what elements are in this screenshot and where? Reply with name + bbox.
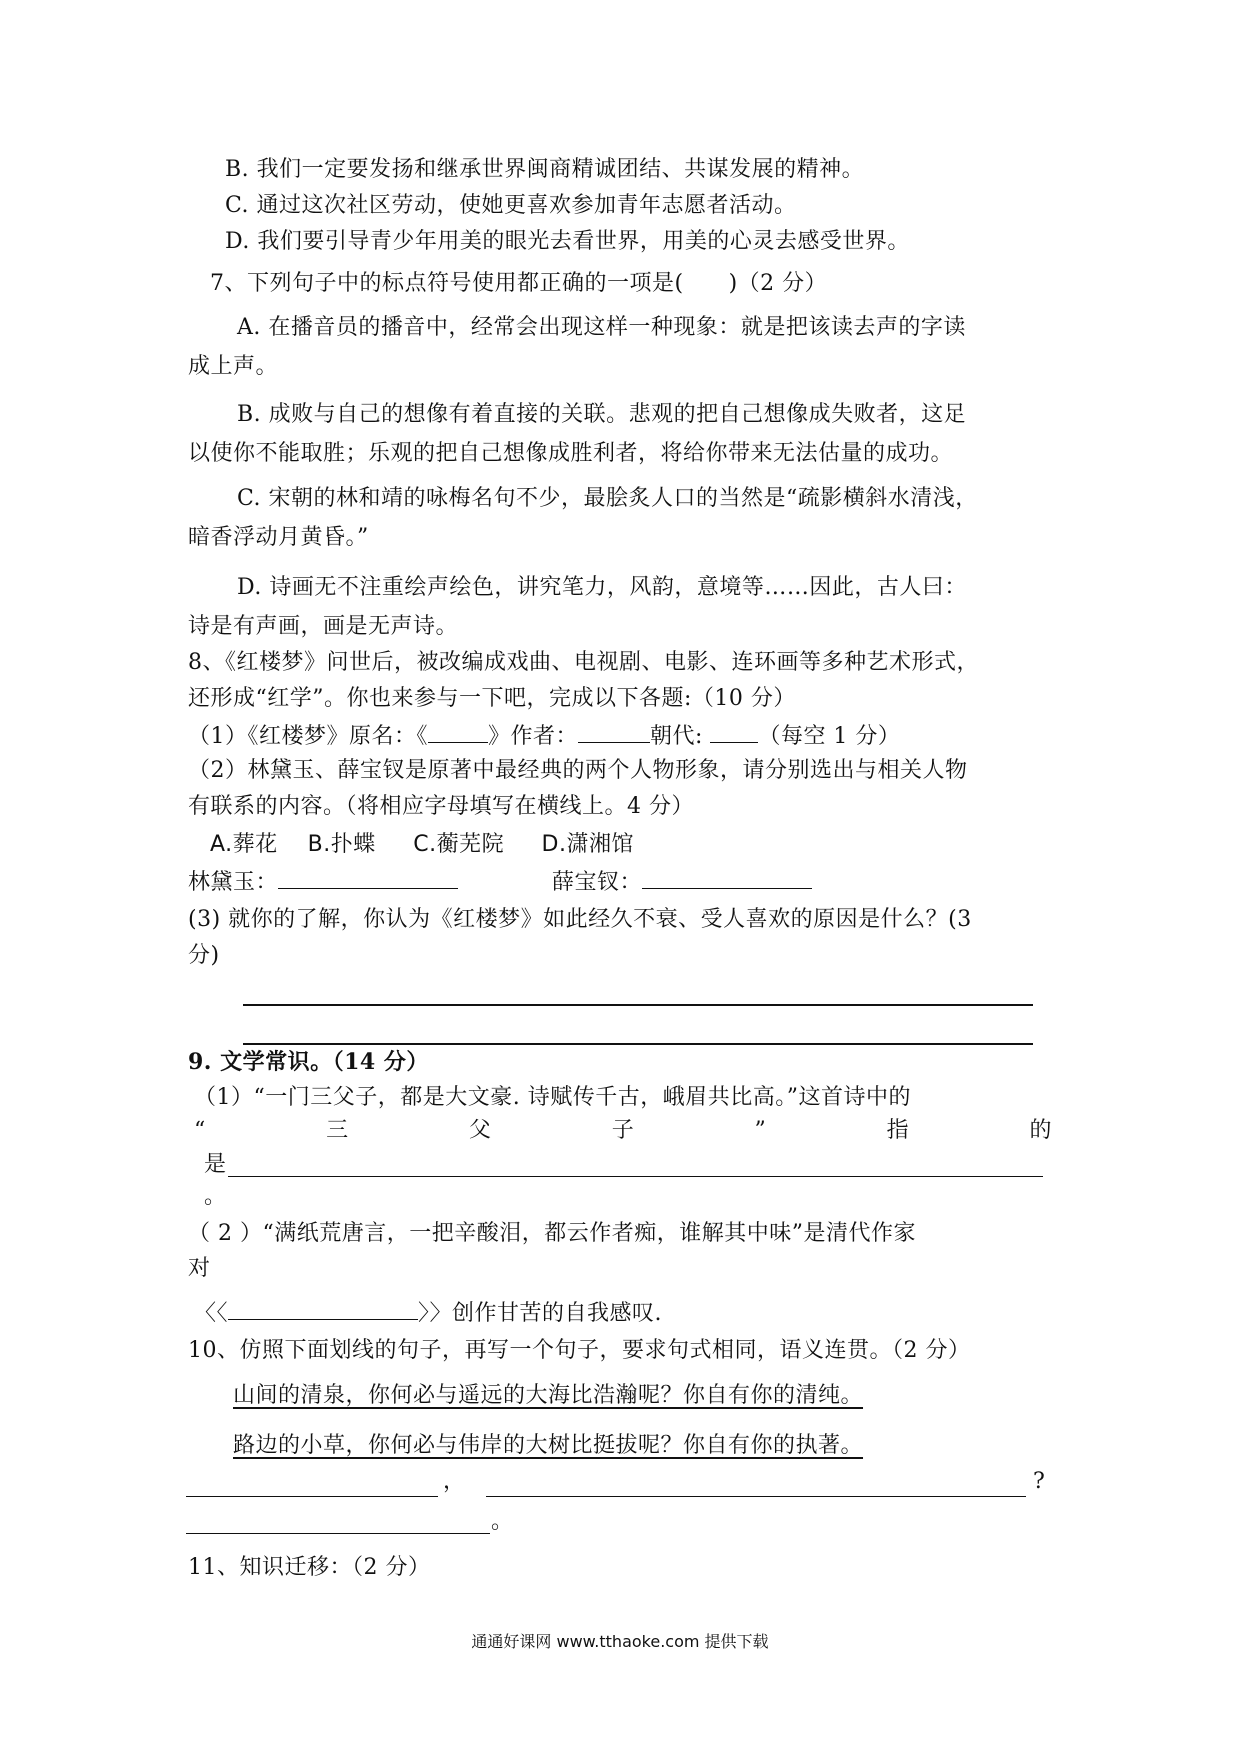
q7-stem: 7、下列句子中的标点符号使用都正确的一项是( )（2 分）: [210, 271, 828, 296]
q10-example-1: 山间的清泉，你何必与遥远的大海比浩瀚呢？你自有你的清纯。: [233, 1383, 864, 1408]
q7-option-d-line2: 诗是有声画，画是无声诗。: [188, 614, 459, 639]
q7-option-c-line2: 暗香浮动月黄昏。”: [188, 525, 369, 550]
q7-option-a-line1: A. 在播音员的播音中，经常会出现这样一种现象：就是把该读去声的字读: [237, 315, 966, 340]
q8-part3-line2: 分): [188, 943, 220, 968]
q8-stem-line1: 8、《红楼梦》问世后，被改编成戏曲、电视剧、电影、连环画等多种艺术形式，: [188, 650, 979, 675]
q6-option-b: B. 我们一定要发扬和继承世界闽商精诚团结、共谋发展的精神。: [225, 157, 865, 182]
author-blank[interactable]: [578, 720, 650, 743]
q10-question-mark: ?: [1033, 1469, 1046, 1494]
q7-option-b-line2: 以使你不能取胜；乐观的把自己想像成胜利者，将给你带来无法估量的成功。: [188, 441, 954, 466]
q9-book-close: 〉〉创作甘苦的自我感叹.: [418, 1301, 663, 1326]
lin-daiyu-blank[interactable]: [278, 866, 458, 889]
q10-stem: 10、仿照下面划线的句子，再写一个句子，要求句式相同，语义连贯。（2 分）: [188, 1338, 971, 1363]
q8-answer-line-1[interactable]: [243, 1004, 1033, 1006]
q8-part1-dynasty-label: 朝代:: [650, 724, 703, 749]
q6-option-c: C. 通过这次社区劳动，使她更喜欢参加青年志愿者活动。: [225, 193, 797, 218]
q8-part1-author-label: 》作者：: [488, 724, 579, 749]
q9-heading: 9. 文学常识。（14 分）: [188, 1049, 429, 1075]
q8-part1-prompt: （1）《红楼梦》原名：《: [188, 724, 428, 749]
q10-answer-blank-1[interactable]: [186, 1496, 438, 1497]
q9-part1-line1: （1）“一门三父子，都是大文豪. 诗赋传千古，峨眉共比高。”这首诗中的: [194, 1085, 911, 1110]
q9-word-fu: 父: [468, 1118, 492, 1143]
q9-part2-line3: [194, 1297, 662, 1329]
q9-part2-line2: 对: [188, 1256, 211, 1281]
q7-option-b-line1: B. 成败与自己的想像有着直接的关联。悲观的把自己想像成失败者，这足: [237, 402, 967, 427]
q9-book-title-blank[interactable]: [228, 1297, 418, 1320]
q8-part2-line1: （2）林黛玉、薛宝钗是原著中最经典的两个人物形象，请分别选出与相关人物: [188, 758, 968, 783]
q8-choices: [210, 830, 634, 860]
q6-option-d: D. 我们要引导青少年用美的眼光去看世界，用美的心灵去感受世界。: [225, 229, 910, 254]
xue-baochai-row: [552, 866, 812, 898]
q11-stem: 11、知识迁移：（2 分）: [188, 1555, 431, 1580]
q8-part2-line2: 有联系的内容。（将相应字母填写在横线上。4 分）: [188, 794, 694, 819]
q8-stem-line2: 还形成“红学”。你也来参与一下吧，完成以下各题:（10 分）: [188, 686, 796, 711]
choice-c: C.蘅芜院: [413, 832, 505, 857]
q9-part1-line3: 是: [204, 1152, 227, 1177]
q9-part1-period: 。: [204, 1184, 227, 1209]
q9-word-san: 三: [326, 1118, 349, 1143]
q7-option-a-line2: 成上声。: [188, 354, 279, 379]
choice-b: B.扑蝶: [307, 832, 376, 857]
lin-daiyu-row: [188, 866, 458, 898]
q8-part1-points: （每空 1 分）: [758, 724, 901, 749]
lin-daiyu-label: 林黛玉：: [188, 870, 279, 895]
q8-part1: [188, 720, 900, 752]
q9-word-zhi: 指: [886, 1118, 910, 1143]
q10-comma: ，: [443, 1469, 466, 1494]
q9-quote-open: “: [194, 1118, 206, 1143]
q7-option-d-line1: D. 诗画无不注重绘声绘色，讲究笔力，风韵，意境等……因此，古人曰：: [237, 575, 967, 600]
q10-answer-blank-2[interactable]: [486, 1496, 1026, 1497]
q9-part2-line1: （ 2 ）“满纸荒唐言，一把辛酸泪，都云作者痴，谁解其中味”是清代作家: [188, 1221, 916, 1246]
q7-option-c-line1: C. 宋朝的林和靖的咏梅名句不少，最脍炙人口的当然是“疏影横斜水清浅，: [237, 486, 978, 511]
xue-baochai-blank[interactable]: [642, 866, 812, 889]
q8-part3-line1: (3) 就你的了解，你认为《红楼梦》如此经久不衰、受人喜欢的原因是什么？(3: [188, 907, 972, 932]
q9-quote-close: ”: [754, 1118, 767, 1143]
q9-part1-line2: [194, 1116, 1052, 1146]
q9-book-open: 〈〈: [194, 1301, 229, 1326]
dynasty-blank[interactable]: [710, 720, 758, 743]
choice-a: A.葬花: [210, 832, 278, 857]
q8-answer-line-2[interactable]: [243, 1043, 1033, 1045]
q9-word-de: 的: [1029, 1118, 1052, 1143]
choice-d: D.潇湘馆: [541, 832, 634, 857]
q9-part1-answer-blank[interactable]: [228, 1176, 1043, 1177]
q9-word-zi: 子: [611, 1118, 635, 1143]
q10-answer-blank-3[interactable]: [186, 1533, 490, 1534]
original-name-blank[interactable]: [428, 720, 488, 743]
xue-baochai-label: 薛宝钗：: [552, 870, 643, 895]
page-footer: 通通好课网 www.tthaoke.com 提供下载: [471, 1632, 769, 1651]
q10-example-2: 路边的小草，你何必与伟岸的大树比挺拔呢？你自有你的执著。: [233, 1433, 864, 1458]
q10-period: 。: [491, 1509, 514, 1534]
